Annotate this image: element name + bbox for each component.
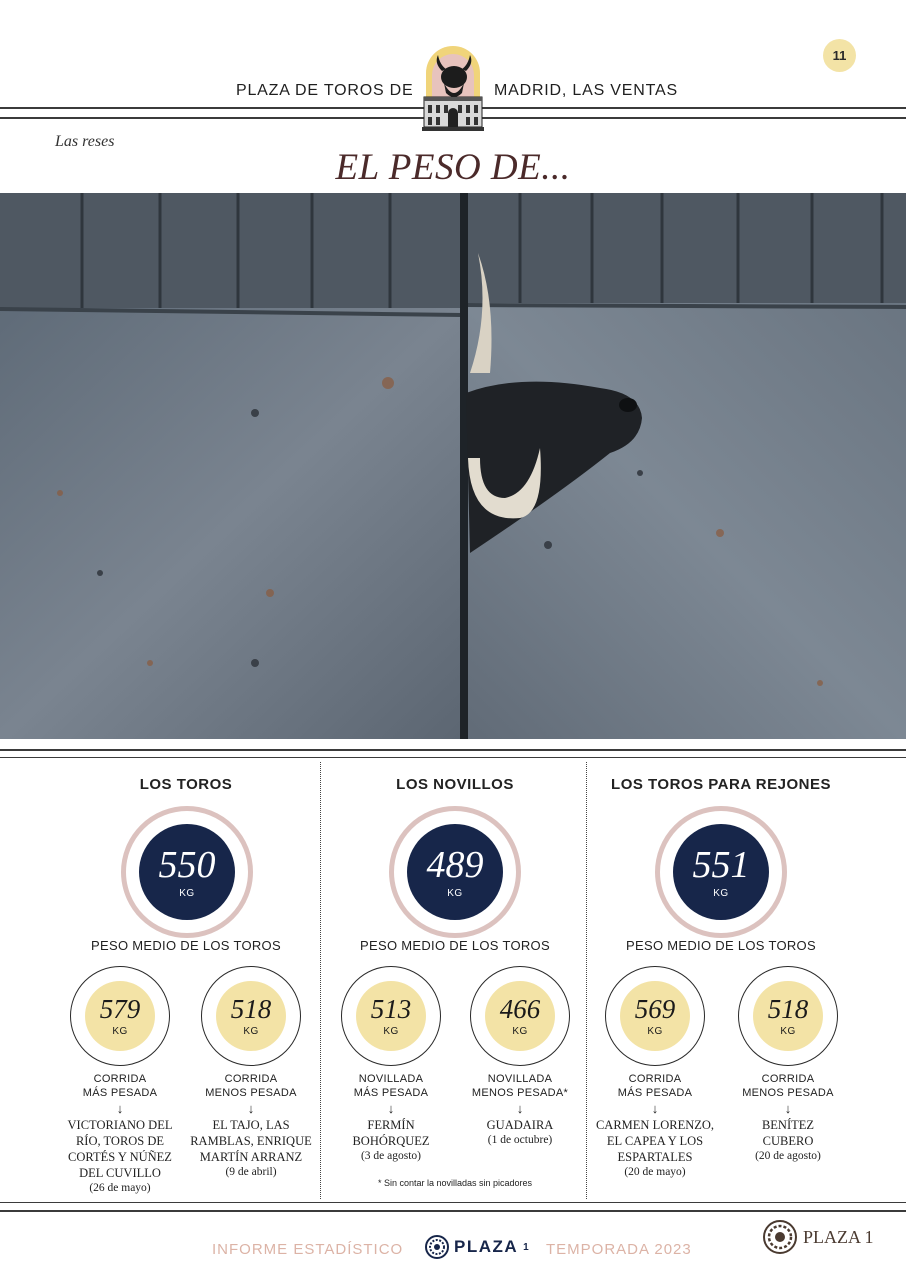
bull-arena-logo-icon (418, 33, 488, 131)
plaza-rosette-icon (762, 1219, 798, 1255)
weight-ring (470, 966, 570, 1066)
weight-ring (738, 966, 838, 1066)
event-date: (20 de mayo) (624, 1166, 686, 1178)
weight-value: 518 (767, 993, 809, 1024)
weight-value: 513 (370, 993, 412, 1024)
event-date: (20 de agosto) (755, 1150, 821, 1162)
average-weight-label: PESO MEDIO DE LOS TOROS (626, 938, 816, 953)
footer-brand-sup: 1 (523, 1241, 531, 1253)
page-title: EL PESO DE... (335, 147, 571, 188)
heaviest-item (590, 966, 720, 1180)
weight-unit: KG (780, 1025, 796, 1037)
lightest-item (186, 966, 316, 1180)
stats-column-novillos (326, 762, 584, 1202)
arrow-down-icon: ↓ (116, 1101, 124, 1116)
column-divider (320, 762, 321, 1199)
arrow-down-icon: ↓ (784, 1101, 792, 1116)
column-divider (586, 762, 587, 1199)
weight-value: 466 (499, 993, 541, 1024)
weight-unit: KG (512, 1025, 528, 1037)
weight-badge (620, 981, 690, 1051)
event-date: (3 de agosto) (360, 1150, 422, 1162)
bull-gate-photo (0, 193, 906, 739)
corner-brand (762, 1219, 874, 1255)
weight-badge (753, 981, 823, 1051)
page-number: 11 (823, 39, 856, 72)
event-date: (9 de abril) (225, 1166, 277, 1178)
average-weight-value: 550 (158, 843, 216, 886)
column-heading: LOS TOROS PARA REJONES (611, 776, 831, 793)
event-date: (1 de octubre) (487, 1134, 553, 1146)
weight-label: CORRIDA MENOS PESADA (205, 1073, 297, 1099)
weight-badge (356, 981, 426, 1051)
arrow-down-icon: ↓ (516, 1101, 524, 1116)
average-weight-unit: KG (447, 887, 463, 899)
weight-label: CORRIDA MÁS PESADA (617, 1073, 693, 1099)
weight-unit: KG (243, 1025, 259, 1037)
arrow-down-icon: ↓ (651, 1101, 659, 1116)
lightest-item (455, 966, 585, 1148)
average-weight-ring (389, 806, 521, 938)
weight-label: NOVILLADA MENOS PESADA* (471, 1073, 569, 1099)
header-title-left: PLAZA DE TOROS DE (236, 82, 414, 99)
average-weight-badge (407, 824, 503, 920)
weight-unit: KG (383, 1025, 399, 1037)
footer-brand (425, 1235, 530, 1259)
average-weight-value: 551 (692, 843, 750, 886)
arrow-down-icon: ↓ (387, 1101, 395, 1116)
weight-label: CORRIDA MÁS PESADA (82, 1073, 158, 1099)
weight-badge (85, 981, 155, 1051)
heaviest-item (326, 966, 456, 1164)
arrow-down-icon: ↓ (247, 1101, 255, 1116)
weight-unit: KG (647, 1025, 663, 1037)
stats-column-rejones (590, 762, 852, 1202)
event-date: (26 de mayo) (89, 1182, 151, 1194)
average-weight-ring (655, 806, 787, 938)
weight-ring (201, 966, 301, 1066)
weight-value: 579 (99, 993, 141, 1024)
weight-ring (70, 966, 170, 1066)
weight-value: 569 (634, 993, 676, 1024)
weight-label: NOVILLADA MÁS PESADA (353, 1073, 429, 1099)
weight-ring (341, 966, 441, 1066)
average-weight-badge (673, 824, 769, 920)
ranch-name: EL TAJO, LAS RAMBLAS, ENRIQUE MARTÍN ARRANZ (190, 1118, 312, 1164)
average-weight-value: 489 (426, 843, 484, 886)
footer-brand-name: PLAZA (454, 1237, 519, 1256)
corner-brand-name: PLAZA 1 (803, 1226, 874, 1247)
stats-rule-bottom (0, 1210, 906, 1212)
weight-value: 518 (230, 993, 272, 1024)
plaza-rosette-icon (425, 1235, 449, 1259)
weight-badge (485, 981, 555, 1051)
average-weight-ring (121, 806, 253, 938)
heaviest-item (55, 966, 185, 1196)
column-heading: LOS NOVILLOS (396, 776, 514, 793)
ranch-name: GUADAIRA (486, 1118, 554, 1132)
ranch-name: VICTORIANO DEL RÍO, TOROS DE CORTÉS Y NÚÑEZ DEL CUVILLO (67, 1118, 173, 1180)
weight-ring (605, 966, 705, 1066)
footer-report-label: INFORME ESTADÍSTICO (212, 1241, 404, 1258)
header-title-right: MADRID, LAS VENTAS (494, 82, 678, 99)
weight-label: CORRIDA MENOS PESADA (742, 1073, 834, 1099)
stats-rule-top (0, 749, 906, 751)
average-weight-unit: KG (179, 887, 195, 899)
stats-column-toros (55, 762, 317, 1202)
stats-rule-bottom-thin (0, 1202, 906, 1203)
footnote: * Sin contar la novilladas sin picadores (377, 1178, 533, 1188)
weight-unit: KG (112, 1025, 128, 1037)
ranch-name: FERMÍN BOHÓRQUEZ (352, 1118, 430, 1148)
average-weight-badge (139, 824, 235, 920)
column-heading: LOS TOROS (139, 776, 233, 793)
footer-season-label: TEMPORADA 2023 (546, 1241, 692, 1258)
stats-rule-top-thin (0, 757, 906, 758)
section-label: Las reses (55, 133, 115, 150)
average-weight-label: PESO MEDIO DE LOS TOROS (360, 938, 550, 953)
weight-badge (216, 981, 286, 1051)
average-weight-label: PESO MEDIO DE LOS TOROS (91, 938, 281, 953)
ranch-name: CARMEN LORENZO, EL CAPEA Y LOS ESPARTALES (595, 1118, 715, 1164)
lightest-item (723, 966, 853, 1164)
average-weight-unit: KG (713, 887, 729, 899)
ranch-name: BENÍTEZ CUBERO (761, 1118, 815, 1148)
